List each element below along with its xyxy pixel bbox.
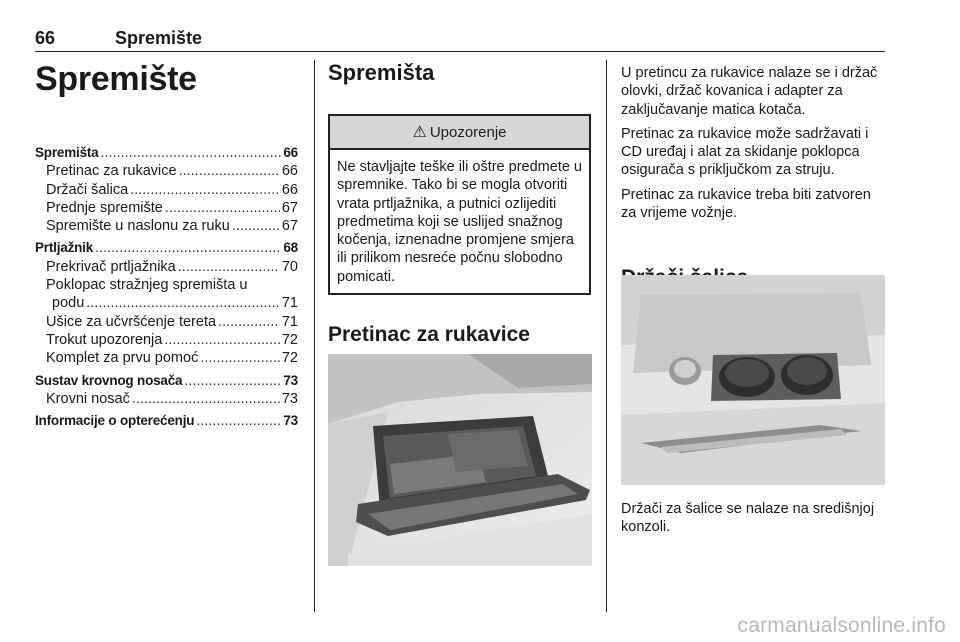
toc-entry-page: 70 [281,258,298,275]
column-divider [606,60,607,612]
toc-entry-page: 67 [281,218,298,235]
warning-heading: Upozorenje [429,123,507,141]
toc-entry-page: 66 [281,181,298,198]
toc-entry-page: 71 [281,313,298,330]
toc-entry-label: Pretinac za rukavice [46,163,177,180]
toc-leader-dots [196,412,281,430]
glovebox-photo [328,354,592,566]
glovebox-paragraph: U pretincu za rukavice nalaze se i držač olovki, držač kovanica i adapter za zaključavanje matica kotača. [621,65,878,118]
toc-leader-dots [86,294,280,312]
toc-entry [35,144,298,162]
toc-entry-label: Spremište u naslonu za ruku [46,218,230,235]
glovebox-title: Pretinac za rukavice [328,323,530,346]
storage-column [328,60,592,346]
toc-entry [35,294,298,312]
toc-entry [35,276,298,294]
warning-header [330,116,589,150]
toc-entry-page: 73 [283,413,298,429]
toc-entry [35,390,298,408]
chapter-title: Spremište [35,60,197,98]
toc-entry-label: Prekrivač prtljažnika [46,258,176,275]
toc-entry [35,372,298,390]
table-of-contents [35,144,298,430]
toc-entry-page: 71 [281,295,298,312]
toc-leader-dots [132,390,280,408]
page-number: 66 [35,28,56,48]
toc-leader-dots [184,372,281,390]
toc-entry-label: podu [52,295,85,312]
column-divider [314,60,315,612]
toc-entry-page: 72 [281,350,298,367]
toc-entry-page: 73 [281,390,298,407]
toc-entry-label: Krovni nosač [46,390,130,407]
toc-entry-label: Sustav krovnog nosača [35,372,183,388]
warning-box [328,114,591,295]
toc-entry-label: Komplet za prvu pomoć [46,350,199,367]
toc-leader-dots [200,349,280,367]
warning-triangle-icon: ⚠ [412,124,427,141]
toc-entry-label: Poklopac stražnjeg spremišta u [46,277,248,294]
toc-leader-dots [178,258,280,276]
glovebox-column [621,64,885,536]
toc-leader-dots [95,239,281,257]
toc-entry-page: 72 [281,331,298,348]
toc-entry [35,217,298,235]
toc-entry [35,331,298,349]
warning-text: Ne stavljajte teške ili oštre predmete u spremnike. Tako bi se mogla otvoriti vrata prtljažnika, a putnici ozlijediti predmetima koji se uslijed snažnog kočenja, iznenadne promjene smjera ili prilikom nesreće počnu slobodno pomicati. [337,159,582,285]
toc-entry-label: Spremišta [35,145,99,160]
toc-entry-label: Prtljažnik [35,240,94,256]
toc-entry-label: Trokut upozorenja [46,331,163,348]
toc-entry [35,199,298,217]
toc-leader-dots [164,331,280,349]
toc-entry [35,162,298,180]
toc-leader-dots [218,313,280,331]
toc-entry-page: 73 [283,372,298,388]
watermark: carmanualsonline.info [737,614,946,637]
glovebox-paragraph: Pretinac za rukavice može sadržavati i CD uređaj i alat za skidanje poklopca osigurača s priključkom za struju. [621,125,869,179]
section-title: Spremišta [328,60,435,85]
toc-entry-label: Ušice za učvršćenje tereta [46,313,217,330]
toc-entry-label: Informacije o opterećenju [35,413,195,429]
toc-entry [35,313,298,331]
cupholders-caption: Držači za šalice se nalaze na središnjoj konzoli. [621,501,875,536]
cupholders-photo [621,275,885,485]
toc-entry-label: Držači šalica [46,181,129,198]
toc-entry-label: Prednje spremište [46,199,163,216]
toc-leader-dots [165,199,280,217]
toc-entry-page: 67 [281,199,298,216]
toc-entry-page: 66 [281,163,298,180]
toc-entry-page: 68 [283,240,298,256]
toc-entry [35,239,298,257]
toc-entry [35,412,298,430]
toc-entry [35,349,298,367]
running-title: Spremište [115,28,203,48]
toc-leader-dots [130,181,280,199]
toc-entry-page: 66 [283,145,298,160]
glovebox-paragraph: Pretinac za rukavice treba biti zatvoren za vrijeme vožnje. [621,186,871,222]
toc-leader-dots [179,162,280,180]
toc-entry [35,258,298,276]
toc-entry [35,181,298,199]
toc-leader-dots [100,144,281,162]
page-header [35,26,885,52]
toc-leader-dots [232,217,280,235]
